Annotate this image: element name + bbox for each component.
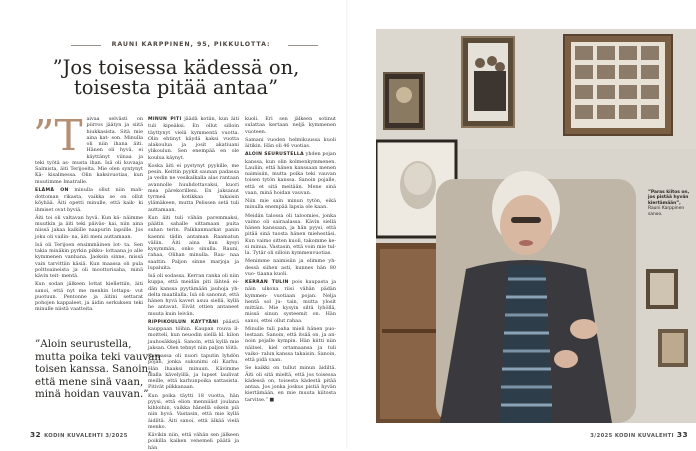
caption-quote: ”Paras kiitos on, jos pistää hyvän kiertämään”,	[648, 190, 690, 206]
headline-line-2: toisesta pitää antaa”	[73, 76, 279, 99]
dropcap: ”T	[33, 111, 83, 160]
article-column-3	[245, 116, 336, 424]
pull-quote-line-1: ”Aloin seurustella,	[35, 338, 132, 350]
photo-caption	[648, 190, 690, 217]
column-2-paragraph-1	[148, 116, 239, 161]
column-2-paragraph-2: Koska äiti ei pystynyt pyykille, me pesin. Keittin pyykit saunan padassa ja vedin ne vesikalkalla alas rantaan avannolle huuhdottavaksi, kuori mea pärekorilleni. En jaksanut tyrmeä kotikkaa takaisin ylämäkeen, mutta Pelissen setä tuli auttamaan.	[148, 162, 239, 213]
column-2-paragraph-7: Kun poika täytti 18 vuotta, hän pyysi, että elion menniiäst joulana kihloihin, vaikka hänellä oikein piä niin hyvä. Vastasin, että mie kyllä äidiltä. Äiti sanoi, että älkää vielä menko.	[148, 392, 239, 430]
left-page	[0, 0, 348, 449]
column-3-paragraph-3	[245, 151, 336, 196]
kicker: RAUNI KARPPINEN, 95, PIKKULOTTA:	[111, 41, 271, 48]
column-1-paragraph-2	[35, 187, 143, 213]
column-3-paragraph-6: Menimme naimisiin ja elimme yh- dessä siihen asti, kunnes hän 80 vuo- tiaana kuoli.	[245, 258, 336, 277]
column-1-paragraph-1	[33, 111, 143, 185]
column-3-paragraph-9: Se kaikki on tullut minun äidiltä. Äiti oli sitä mieltä, että jos toisessa kädessä on, toisesta kädestä pitää antaa. Jos jonka joskus pistiä hyvän kiertämään, en mie muuta kiitosta tarvitse.” ■	[245, 365, 336, 403]
col2-lead-1: MINUN PITI	[148, 117, 182, 122]
col3-text-7: pois kaupasta ja näin ulkona riisi vähän pädän kymmen- vuotiaan pojan. Nelja hentä sol ju- tain, mutta ylosit mittäin. Mie kysyin siltä lyhöllä, missä sinun systeemit on. Hän sanoi, ettei ollut rahaa.	[245, 279, 336, 324]
column-3-paragraph-1: kuoli. Eri sen jälkeen sotinut sulattaa kertaan neljä kymmenen vuoteen.	[245, 116, 336, 135]
col2-text-1: jäädä kotiin, kun äiti tuli kipeäksi. En ollut silloin täyttynyt vielä kymmentä vuotta. Olin ehtinyt käydä kaksi vuotta alakoulua ja josit akatiuani ylikoulun. Sen enempää en ole koulua käynyt.	[148, 116, 240, 161]
col1-text-1: aivaa selvästi on piirros jäätyn ja siitä hiukkasista. Sitä mie aina kat- son. Minulla oli niin ihana äiti. Hänen oli hyvä, ei käyttänyt viinaa ja teki työtä as- musta ihan. Isä oli kuvaaja Salmista, äiti Terijoelta. Mie olen syntynyt Kä- kisalmessa. Olin kaksivuotias, kun muutimme Imatralle.	[35, 116, 143, 185]
col2-subhead-1: RIPPIKOULUN KÄYTYÄNI	[148, 319, 219, 325]
column-3-paragraph-8: Minulle tuli paha mieli hänen puo- lestaan. Sanoin, että itsää on, ja an- noin pojalle kympin. Hän kiitti niin näitsei, kiel ortamaansa ja tuli vaiko- ralun kanssa takaisin. Sanoin, että pidä vaan.	[245, 325, 336, 363]
col1-lead-1: ELÄMÄ ON	[35, 187, 69, 193]
column-3-paragraph-5: Meidän talossa oli taloomies, jonka vaimo oli sairaalassa. Kävin siellä hänen kanssaan, ja hän pyysi, että pitää sinä tuosta hänen miehestäsi. Kun vaimo sitten kuoli, takomme ke- si minua. Vastasin, että voin mie tul- la. Tytär oli silloin kymmenvuotias.	[245, 212, 336, 256]
pull-quote-line-3: toisen kanssa. Sanoin,	[35, 363, 152, 376]
column-3-paragraph-4: Niin mie sain minun tytön, eikä minulla enempää lapsia ole kaan.	[245, 198, 336, 211]
headline-line-1: ”Jos toisessa kädessä on,	[52, 56, 300, 79]
pull-quote	[35, 338, 162, 401]
col3-subhead-1: ALOIN SEURUSTELLA	[245, 152, 304, 158]
portrait-illustration	[376, 29, 696, 423]
folio-left	[30, 430, 128, 439]
col1-text-2: minulla ollut niin mah- dottoman rikasta, vaikka se on ollut köyhää. Äiti opetti minulle, että kaik- ki ihmiset ovat hyviä.	[35, 186, 143, 213]
column-1-paragraph-3: Äiti toi oli valtavan hyvä. Kun kä- näimme muutkin ja äiti teki päiväs- kai, niin aina niissä jakaa kaikille naapurin lapsille. Jos joku oli vailin- na, äiti meni auttamaan.	[35, 214, 143, 240]
portrait-photo	[376, 29, 696, 423]
article-column-2	[148, 116, 240, 451]
column-1-paragraph-5: Kun sodan jälkeen lottat kiellettiin, äiti sanoi, että nyt me menkin lottapu- vut puotuun. Pentonne ja äitini settarat pohojen kappaleet, ja äidin serkuksen teki minulle niistä vaatteita.	[35, 281, 143, 313]
column-1-paragraph-4: Isä oli Terijoen ensimmäinen lot- ta. Sen takia minäkin pyrkin pikku- lottaana jo alle kymmenen vanhana. Jaoksin sinne, missä vain tarvittiin käsiä. Kun maassa oli pula polttoaineista ja oli moottorisaha, minä kävin teit- mentä.	[35, 241, 143, 279]
col3-subhead-2: KERRAN TULIN	[245, 280, 289, 285]
right-page	[348, 0, 696, 449]
folio-right	[590, 430, 688, 439]
kicker-rule-right	[288, 45, 318, 46]
column-3-paragraph-7	[245, 279, 336, 324]
magazine-name-right: 3/2025 KODIN KUVALEHTI	[590, 433, 674, 439]
article-column-1	[33, 111, 143, 336]
column-2-paragraph-6: Kaupassa oli nuori taputin lyhdön pojan, jonka sukunimi oli Karhu. Hän lhaaksi minuun. Kävimme illalla kävelyillä, ja lupset laulivat meille, että karhunpoika sattasista. Pitivät pilkkanaan.	[148, 353, 239, 391]
caption-credit: Rauni Karppinen sanoo.	[648, 206, 685, 217]
headline	[28, 58, 324, 98]
page-number-left: 32	[30, 430, 42, 439]
column-2-paragraph-4: Isä oli sodassa. Kerran ranka oli niin kuppa, että meidän piti lähteä ei- dän kanssa pyytämään jauhoja yh- delta maatilalla. Isä oli sanonut, että hänen hyvä kaveri asuu siellä, kyllä he antavat. Eivät ottien antaneet muuta kuin leivän.	[148, 273, 239, 317]
column-2-paragraph-8: Kävikin niin, että vähän sen jälkeen poikilla kaiken venemeli päätä ja hän	[148, 432, 239, 451]
magazine-name-left: KODIN KUVALEHTI 3/2025	[44, 433, 128, 439]
col2-text-5: päästä kauppaan töihin. Kaupan rouva il- moitteli, kun neuodin siellä kl. kilon jauhosäkkejä. Sanoin, että kyllä mie jaksan. Olen tehnyt niin paljon töitä.	[148, 318, 239, 351]
col3-text-3: yhden pojan kanssa, kun olin kolmenkymmenen. Lauliin, että hänen kanssaan menen naimisiin, mutta poika teki vauvan toisen tytön kanssa. Sanoin pojalle, että et sitä meitään. Mene sinä vaan, minä hoidan vauvan.	[245, 151, 336, 196]
page-number-right: 33	[676, 430, 688, 439]
pull-quote-line-4: että mene sinä vaan,	[35, 375, 144, 388]
column-2-paragraph-5	[148, 319, 239, 351]
column-3-paragraph-2: Samani vuoden helmikuussa kuoli äitikin. Hän oli 46 vuotias.	[245, 136, 336, 149]
pull-quote-line-2: mutta poika teki vauvan	[35, 350, 162, 363]
column-2-paragraph-3: Kun äiti tuli vähän paremmaksi, päätin sahalle sittamaan puita suhan terin. Palkkanmarkat panin kaenni tädin antaman Raamatun väliin. Äiti aina kun kysyi kysymmän, onko sinulla. Rauni, rahaa, Olihan minulla. Rau- naa saattin. Paljon sinne marjoja ja lupaluita.	[148, 214, 239, 271]
pull-quote-line-5: minä hoidan vauvan.”	[35, 388, 149, 401]
